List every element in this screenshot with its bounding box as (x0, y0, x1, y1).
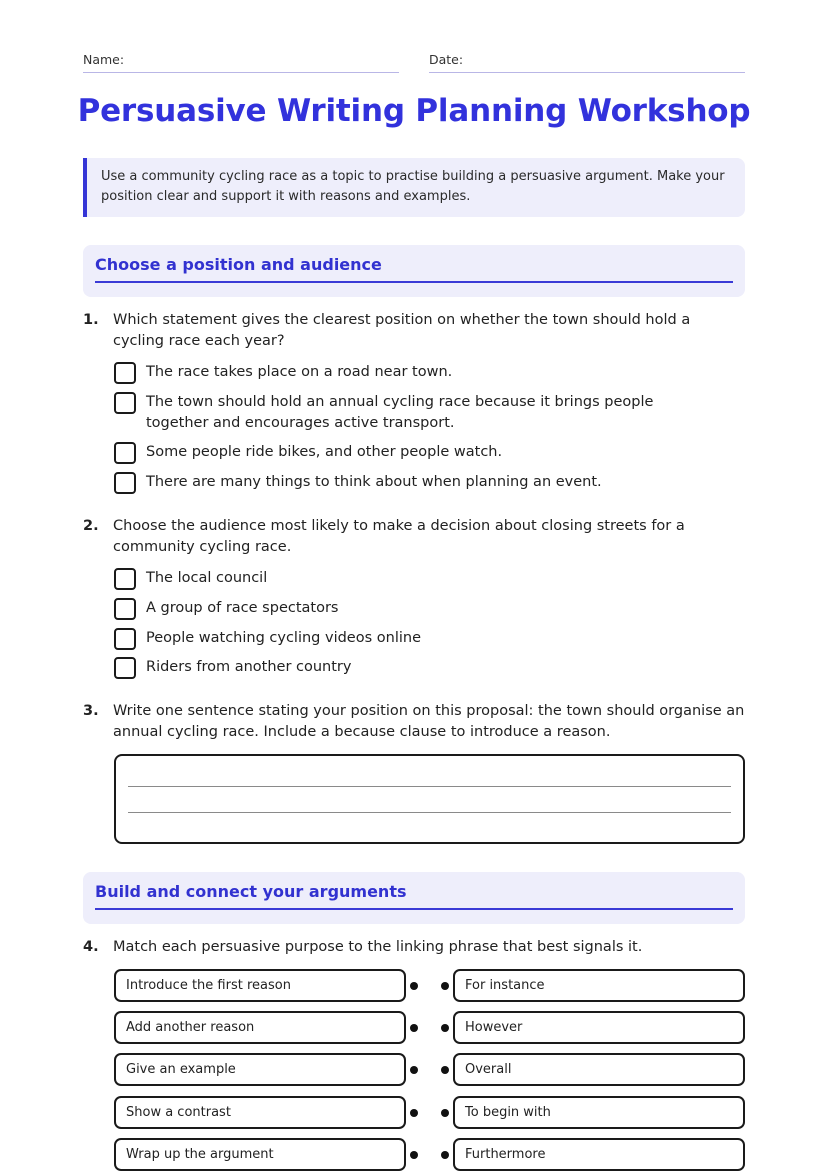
match-phrase-box[interactable]: Furthermore (453, 1138, 745, 1171)
question-4 (83, 937, 745, 959)
writing-line (128, 786, 731, 787)
match-phrase-box[interactable]: However (453, 1011, 745, 1044)
match-purpose-box[interactable]: Show a contrast (114, 1096, 406, 1129)
option-label: The local council (146, 570, 268, 586)
option-label: The town should hold an annual cycling race because it brings people together and encourages active transport. (146, 394, 654, 431)
match-phrase-box[interactable]: To begin with (453, 1096, 745, 1129)
q1-option-c[interactable] (114, 442, 714, 464)
name-field[interactable] (83, 52, 399, 73)
section-underline (95, 908, 733, 910)
question-1 (83, 310, 745, 352)
q2-option-a[interactable] (114, 568, 714, 590)
match-dot-right[interactable] (441, 1109, 449, 1117)
checkbox[interactable] (114, 568, 136, 590)
match-dot-right[interactable] (441, 1151, 449, 1159)
page-title: Persuasive Writing Planning Workshop (77, 93, 751, 129)
question-text: Match each persuasive purpose to the linking phrase that best signals it. (113, 939, 643, 955)
q2-option-c[interactable] (114, 628, 714, 650)
match-purpose-box[interactable]: Wrap up the argument (114, 1138, 406, 1171)
section-title: Build and connect your arguments (95, 882, 407, 901)
writing-line (128, 812, 731, 813)
intro-callout: Use a community cycling race as a topic to practise building a persuasive argument. Make your position clear and support it with reasons and examples. (83, 158, 745, 217)
option-label: People watching cycling videos online (146, 630, 421, 646)
section-title: Choose a position and audience (95, 255, 382, 274)
checkbox[interactable] (114, 628, 136, 650)
answer-box[interactable] (114, 754, 745, 844)
name-label: Name: (83, 52, 125, 67)
checkbox[interactable] (114, 362, 136, 384)
question-number: 3. (83, 703, 99, 719)
option-label: The race takes place on a road near town. (146, 364, 453, 380)
q1-option-b[interactable] (114, 392, 714, 434)
option-label: Riders from another country (146, 659, 352, 675)
q2-option-d[interactable] (114, 657, 714, 679)
match-purpose-box[interactable]: Introduce the first reason (114, 969, 406, 1002)
match-dot-right[interactable] (441, 1066, 449, 1074)
option-label: A group of race spectators (146, 600, 339, 616)
match-dot-left[interactable] (410, 1109, 418, 1117)
option-label: There are many things to think about when planning an event. (146, 474, 602, 490)
match-dot-left[interactable] (410, 1024, 418, 1032)
match-dot-left[interactable] (410, 982, 418, 990)
match-purpose-box[interactable]: Give an example (114, 1053, 406, 1086)
date-field[interactable] (429, 52, 745, 73)
q1-option-a[interactable] (114, 362, 714, 384)
q1-option-d[interactable] (114, 472, 714, 494)
question-text: Which statement gives the clearest position on whether the town should hold a cycling race each year? (113, 312, 691, 349)
match-phrase-box[interactable]: For instance (453, 969, 745, 1002)
match-dot-left[interactable] (410, 1066, 418, 1074)
question-number: 1. (83, 312, 99, 328)
match-phrase-box[interactable]: Overall (453, 1053, 745, 1086)
question-text: Choose the audience most likely to make a decision about closing streets for a community cycling race. (113, 518, 685, 555)
section-header-arguments (83, 872, 745, 924)
date-label: Date: (429, 52, 464, 67)
question-2 (83, 516, 745, 558)
match-purpose-box[interactable]: Add another reason (114, 1011, 406, 1044)
checkbox[interactable] (114, 442, 136, 464)
checkbox[interactable] (114, 392, 136, 414)
question-3 (83, 701, 745, 743)
checkbox[interactable] (114, 657, 136, 679)
question-number: 4. (83, 939, 99, 955)
section-header-position (83, 245, 745, 297)
question-text: Write one sentence stating your position on this proposal: the town should organise an annual cycling race. Include a because clause to introduce a reason. (113, 703, 745, 740)
question-number: 2. (83, 518, 99, 534)
option-label: Some people ride bikes, and other people watch. (146, 444, 503, 460)
match-dot-right[interactable] (441, 1024, 449, 1032)
checkbox[interactable] (114, 472, 136, 494)
checkbox[interactable] (114, 598, 136, 620)
header-fields (83, 52, 745, 74)
section-underline (95, 281, 733, 283)
q2-option-b[interactable] (114, 598, 714, 620)
match-dot-right[interactable] (441, 982, 449, 990)
match-dot-left[interactable] (410, 1151, 418, 1159)
